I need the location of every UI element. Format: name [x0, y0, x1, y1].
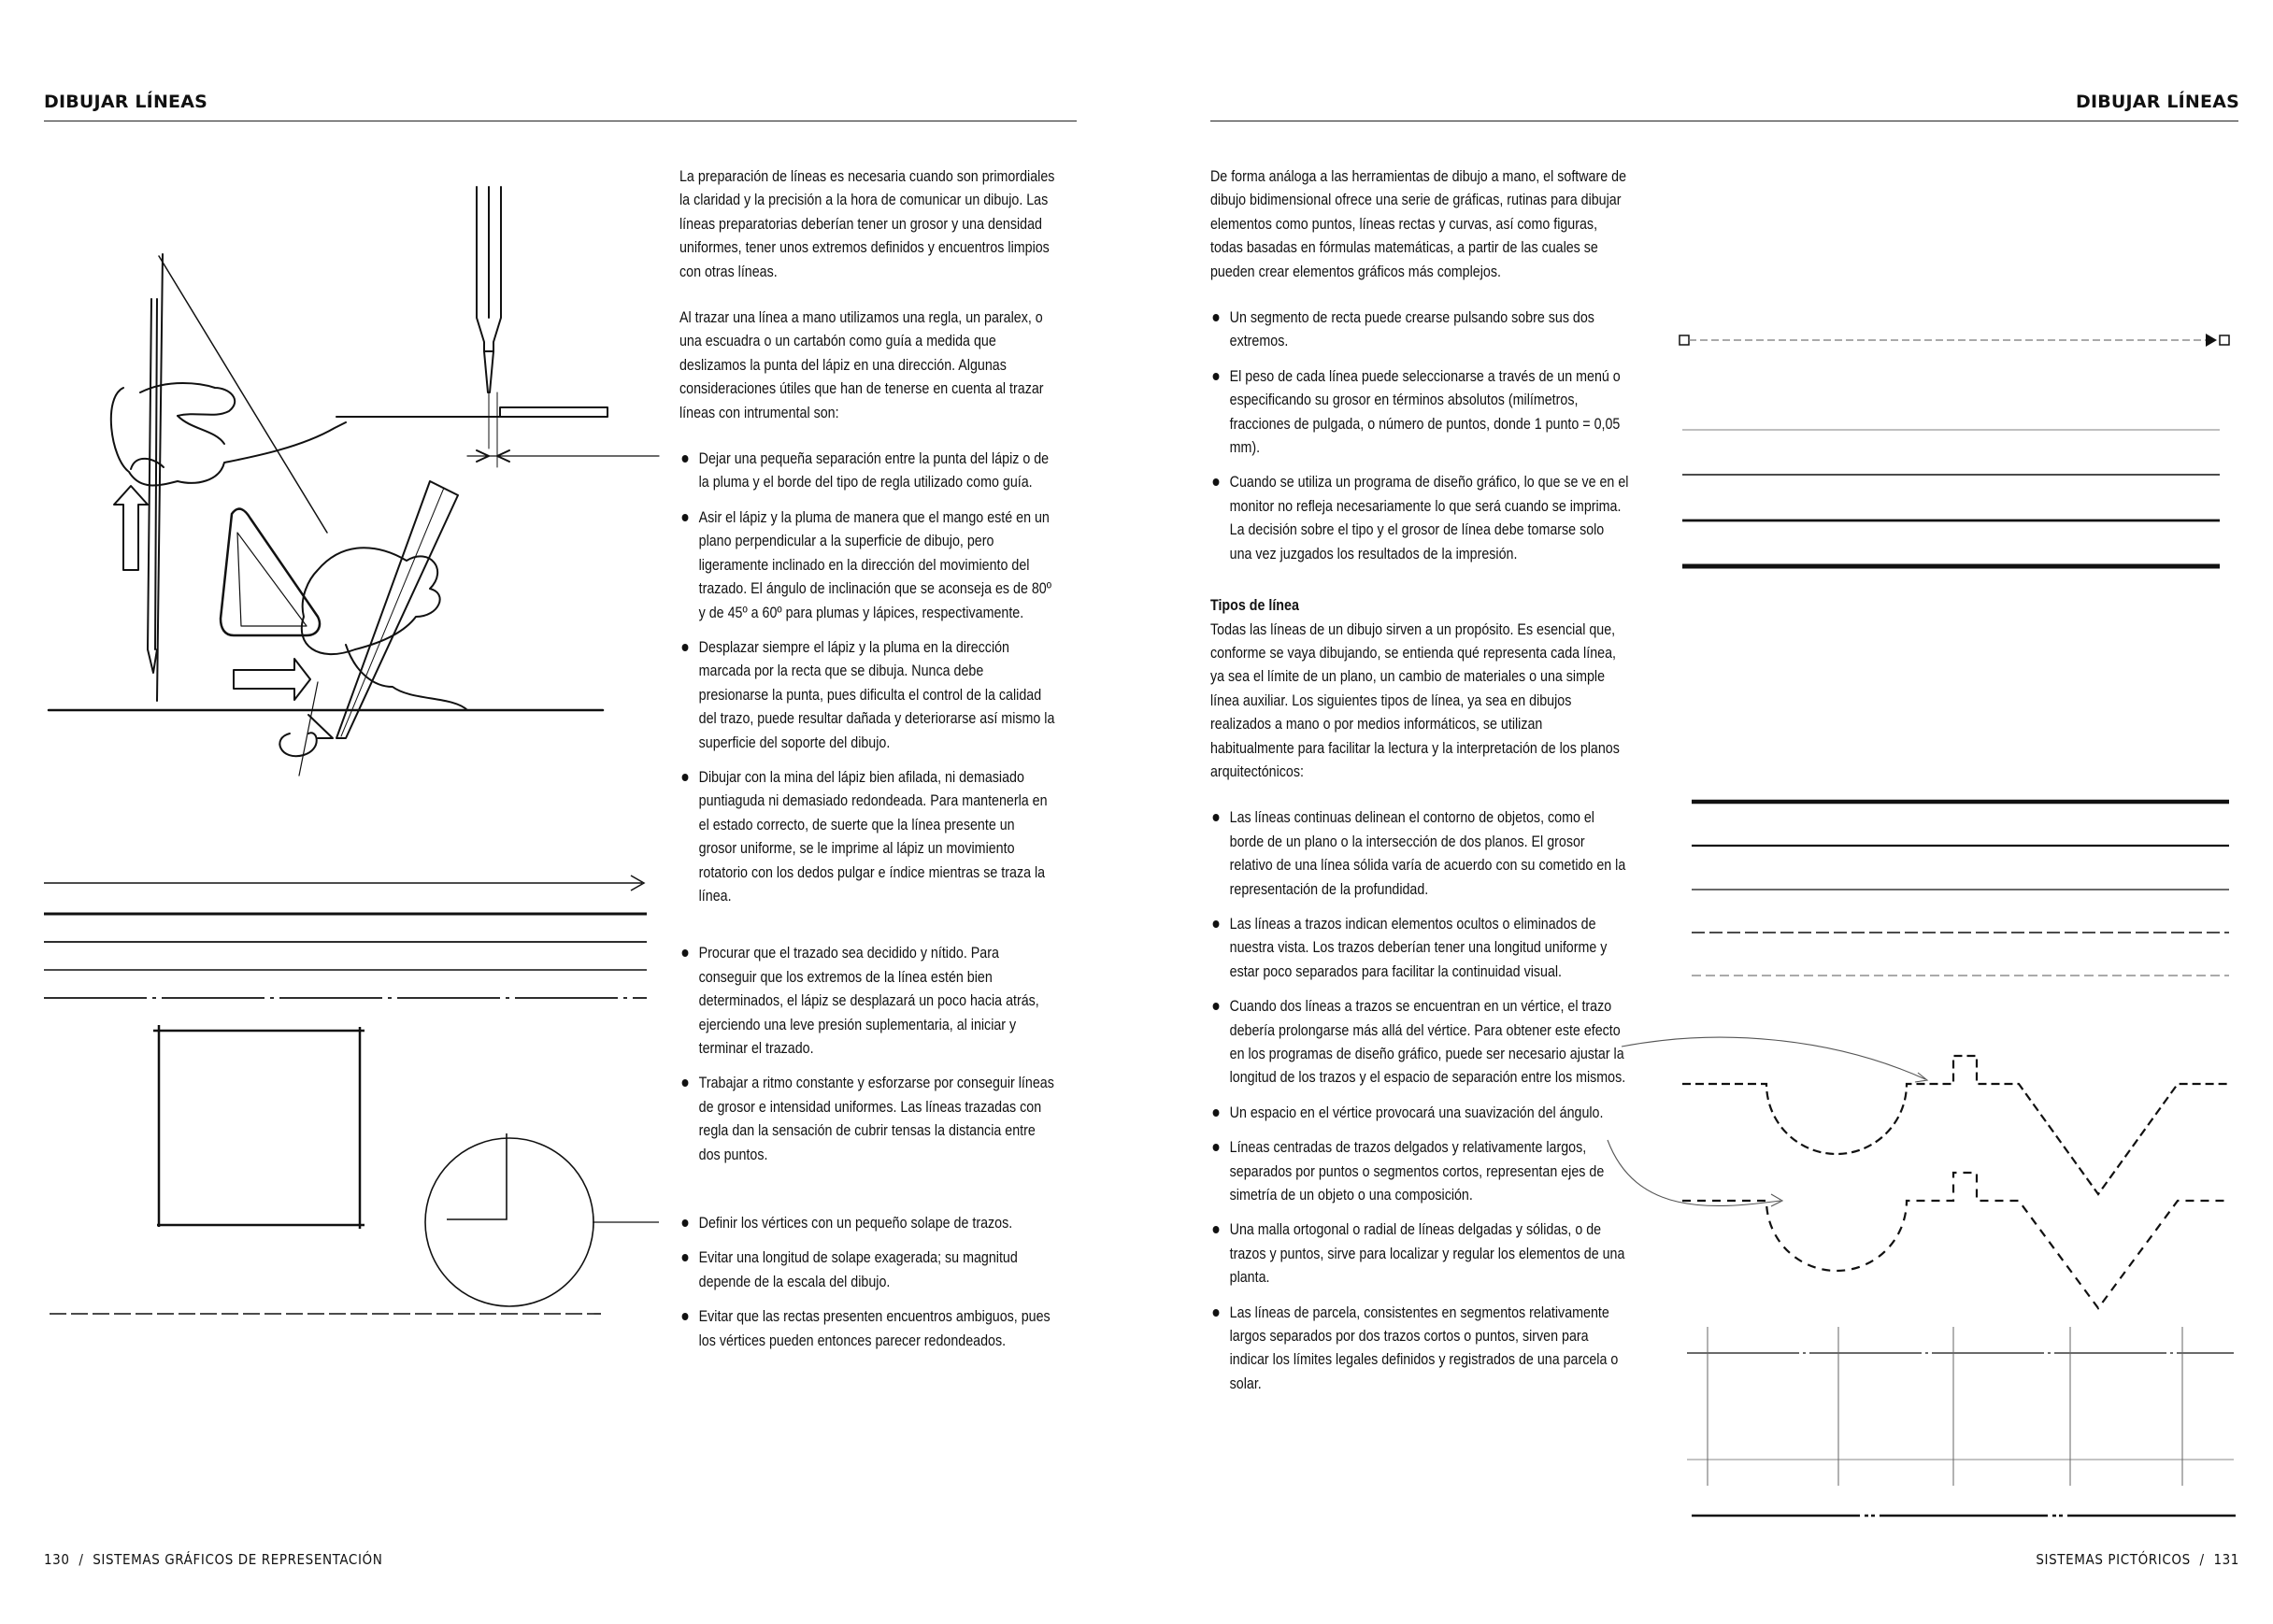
hand-drawing-illustration [37, 178, 673, 776]
list-item: Definir los vértices con un pequeño solape de trazos. [679, 1211, 1055, 1234]
left-bullet-list-c [679, 1211, 1055, 1352]
list-item: Las líneas a trazos indican elementos ocultos o eliminados de nuestra vista. Los trazos deberían tener una longitud uniforme y estar poco separados para facilitar la continuidad visual. [1210, 912, 1630, 983]
list-item: Evitar que las rectas presenten encuentros ambiguos, pues los vértices pueden entonces parecer redondeados. [679, 1304, 1055, 1352]
left-paragraph: Al trazar una línea a mano utilizamos una regla, un paralex, o una escuadra o un cartabón como guía a medida que deslizamos la punta del lápiz en una dirección. Algunas consideraciones útiles que han de tenerse en cuenta al trazar líneas con intrumental son: [679, 308, 1044, 421]
subheading-tipos-de-linea: Tipos de línea [1210, 596, 1299, 615]
list-item: Una malla ortogonal o radial de líneas delgadas y sólidas, o de trazos y puntos, sirve para localizar y regular los elementos de una planta. [1210, 1218, 1630, 1289]
right-footer: SISTEMAS PICTÓRICOS / 131 [2036, 1551, 2239, 1568]
orthogonal-grid [1687, 1327, 2238, 1514]
right-bullet-list-a [1210, 306, 1630, 565]
square-and-circle-corners [150, 1023, 673, 1294]
list-item: Trabajar a ritmo constante y esforzarse por conseguir líneas de grosor e intensidad uniformes. Las líneas trazadas con regla dan la sensación de cubrir tensas la distancia entre dos puntos. [679, 1071, 1055, 1166]
list-item: Dibujar con la mina del lápiz bien afilada, ni demasiado puntiaguda ni demasiado redondeada. Para mantenerla en el estado correcto, de suerte que la línea presente un grosor uniforme, se le imprime al lápiz un movimiento rotatorio con los dedos pulgar e índice mientras se traza la línea. [679, 765, 1055, 907]
list-item: Desplazar siempre el lápiz y la pluma en la dirección marcada por la recta que se dibuja. Nunca debe presionarse la punta, pues dificulta el control de la calidad del trazo, puede resultar dañada y deteriorarse así mismo la superficie del soporte del dibujo. [679, 635, 1055, 754]
dashed-vertex-profiles [1608, 1037, 2243, 1327]
line-weight-samples [44, 874, 651, 1004]
left-text-column [679, 164, 1055, 1363]
left-bullet-list-a [679, 447, 1055, 907]
list-item: Dejar una pequeña separación entre la punta del lápiz o de la pluma y el borde del tipo de regla utilizado como guía. [679, 447, 1055, 494]
list-item: Cuando se utiliza un programa de diseño gráfico, lo que se ve en el monitor no refleja necesariamente lo que será cuando se imprima. La decisión sobre el tipo y el grosor de línea debe tomarse solo una vez juzgados los resultados de la impresión. [1210, 470, 1630, 565]
line-weight-menu-samples [1682, 425, 2229, 575]
list-item: El peso de cada línea puede seleccionarse a través de un menú o especificando su grosor en términos absolutos (milímetros, fracciones de pulgada, o número de puntos, donde 1 punto = 0,05 mm). [1210, 364, 1630, 460]
line-types-samples [1692, 794, 2238, 981]
dashed-baseline [50, 1310, 610, 1319]
list-item: Las líneas de parcela, consistentes en segmentos relativamente largos separados por dos trazos cortos o puntos, sirven para indicar los límites legales definidos y registrados de una parcela o solar. [1210, 1301, 1630, 1396]
list-item: Un segmento de recta puede crearse pulsando sobre sus dos extremos. [1210, 306, 1630, 353]
list-item: Un espacio en el vértice provocará una suavización del ángulo. [1210, 1101, 1630, 1124]
list-item: Evitar una longitud de solape exagerada; su magnitud depende de la escala del dibujo. [679, 1246, 1055, 1293]
left-bullet-list-b [679, 941, 1055, 1166]
list-item: Líneas centradas de trazos delgados y relativamente largos, separados por puntos o segmentos cortos, representan ejes de simetría de un objeto o una composición. [1210, 1135, 1630, 1206]
right-text-column [1210, 164, 1630, 1406]
list-item: Las líneas continuas delinean el contorno de objetos, como el borde de un plano o la intersección de dos planos. El grosor relativo de una línea sólida varía de acuerdo con su cometido en la representación de la profundidad. [1210, 805, 1630, 901]
right-bullet-list-b [1210, 805, 1630, 1395]
left-paragraph: La preparación de líneas es necesaria cuando son primordiales la claridad y la precisión a la hora de comunicar un dibujo. Las líneas preparatorias deberían tener un grosor y una densidad uniformes, tener unos extremos definidos y encuentros limpios con otras líneas. [679, 167, 1055, 280]
types-intro: Todas las líneas de un dibujo sirven a un propósito. Es esencial que, conforme se vaya dibujando, se entienda qué representa cada línea, ya sea el límite de un plano, un cambio de materiales o una simple línea auxiliar. Los siguientes tipos de línea, ya sea en dibujos realizados a mano o por medios informáticos, se utilizan habitualmente para facilitar la lectura y la interpretación de los planos arquitectónicos: [1210, 620, 1620, 780]
list-item: Cuando dos líneas a trazos se encuentran en un vértice, el trazo debería prolongarse más allá del vértice. Para obtener este efecto en los programas de diseño gráfico, puede ser necesario ajustar la longitud de los trazos y el espacio de separación entre los mismos. [1210, 994, 1630, 1090]
right-running-header: DIBUJAR LÍNEAS [2075, 92, 2239, 112]
right-intro: De forma análoga a las herramientas de dibujo a mano, el software de dibujo bidimensional ofrece una serie de gráficas, rutinas para dibujar elementos como puntos, líneas rectas y curvas, así como figuras, todas basadas en fórmulas matemáticas, a partir de las cuales se pueden crear elementos gráficos más complejos. [1210, 167, 1627, 280]
parcel-line [1692, 1512, 2243, 1521]
left-footer: 130 / SISTEMAS GRÁFICOS DE REPRESENTACIÓN [44, 1551, 383, 1568]
list-item: Procurar que el trazado sea decidido y nítido. Para conseguir que los extremos de la línea estén bien determinados, el lápiz se desplazará un poco hacia atrás, ejerciendo una leve presión suplementaria, al iniciar y terminar el trazado. [679, 941, 1055, 1060]
segment-endpoints-diagram [1678, 332, 2238, 350]
list-item: Asir el lápiz y la pluma de manera que el mango esté en un plano perpendicular a la superficie de dibujo, pero ligeramente inclinado en la dirección del movimiento del trazado. El ángulo de inclinación que se aconseja es de 80º y de 45º a 60º para plumas y lápices, respectivamente. [679, 506, 1055, 624]
left-running-header: DIBUJAR LÍNEAS [44, 92, 208, 112]
